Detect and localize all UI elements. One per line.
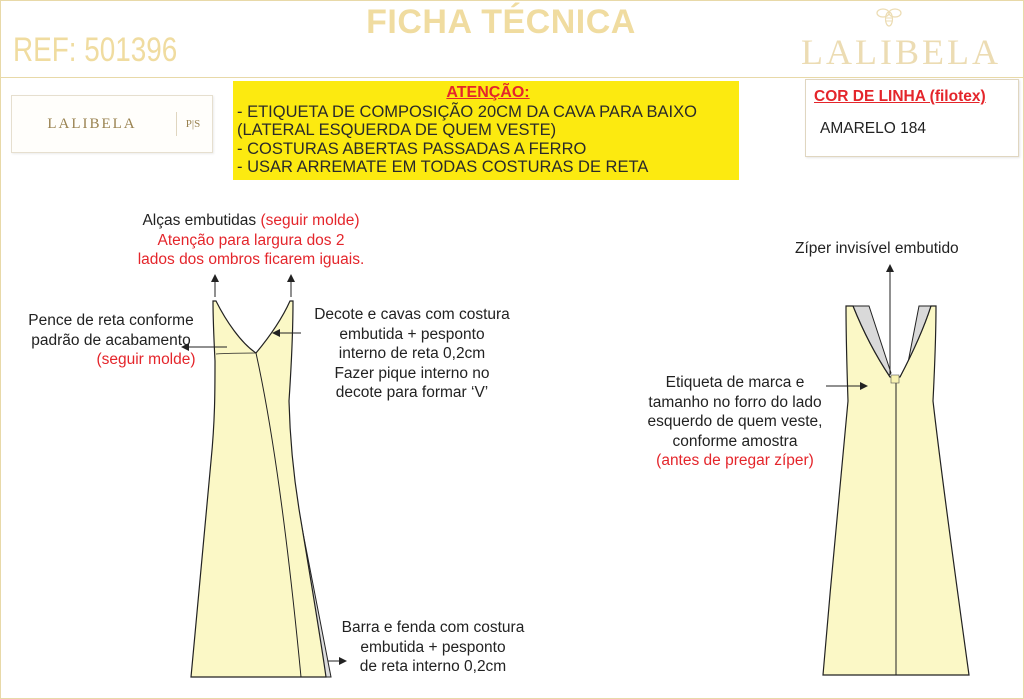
reference-code: REF: 501396 [13,31,178,69]
thread-color-value: AMARELO 184 [820,120,926,137]
note-alcas-c: Atenção para largura dos 2 [157,231,345,249]
attention-title: ATENÇÃO: [446,84,530,101]
note-barra-a: Barra e fenda com costura [341,619,525,636]
note-ziper: Zíper invisível embutido [795,240,959,257]
note-decote-c: interno de reta 0,2cm [338,345,486,362]
note-decote-e: decote para formar ‘V’ [335,384,489,401]
note-alcas-a: Alças embutidas [142,212,261,229]
brand-logo: LALIBELA [801,32,1001,72]
label-ps-mark: P|S [176,112,209,136]
note-barra-c: de reta interno 0,2cm [359,658,507,675]
attention-line: - ETIQUETA DE COMPOSIÇÃO 20CM DA CAVA PARA BAIXO [237,102,697,121]
note-decote-d: Fazer pique interno no [334,364,490,382]
back-dress-drawing [823,306,969,675]
note-etiqueta-a: Etiqueta de marca e [665,374,805,391]
note-etiqueta-d: conforme amostra [672,432,798,450]
attention-line: - USAR ARREMATE EM TODAS COSTURAS DE RETA [237,158,649,176]
note-pence-b: padrão de acabamento [31,331,191,349]
note-pence [11,311,211,370]
page-title: FICHA TÉCNICA [366,3,636,41]
note-alcas-d: lados dos ombros ficarem iguais. [137,251,365,268]
attention-line: - COSTURAS ABERTAS PASSADAS A FERRO [237,139,587,158]
note-decote [295,305,529,403]
note-barra-b: embutida + pesponto [360,638,506,656]
note-pence-a: Pence de reta conforme [28,312,194,329]
thread-color-title: COR DE LINHA (filotex) [814,88,986,105]
note-alcas-b: (seguir molde) [260,212,360,229]
note-etiqueta [629,373,841,471]
note-etiqueta-c: esquerdo de quem veste, [647,413,823,430]
note-alcas [101,211,401,270]
label-brand-name: LALIBELA [47,115,137,132]
note-barra [323,618,543,677]
note-decote-a: Decote e cavas com costura [314,306,510,323]
note-etiqueta-b: tamanho no forro do lado [648,393,822,411]
note-etiqueta-e: (antes de pregar zíper) [656,452,814,469]
note-decote-b: embutida + pesponto [339,325,485,343]
note-pence-c: (seguir molde) [96,351,196,368]
attention-line: (LATERAL ESQUERDA DE QUEM VESTE) [237,121,557,139]
